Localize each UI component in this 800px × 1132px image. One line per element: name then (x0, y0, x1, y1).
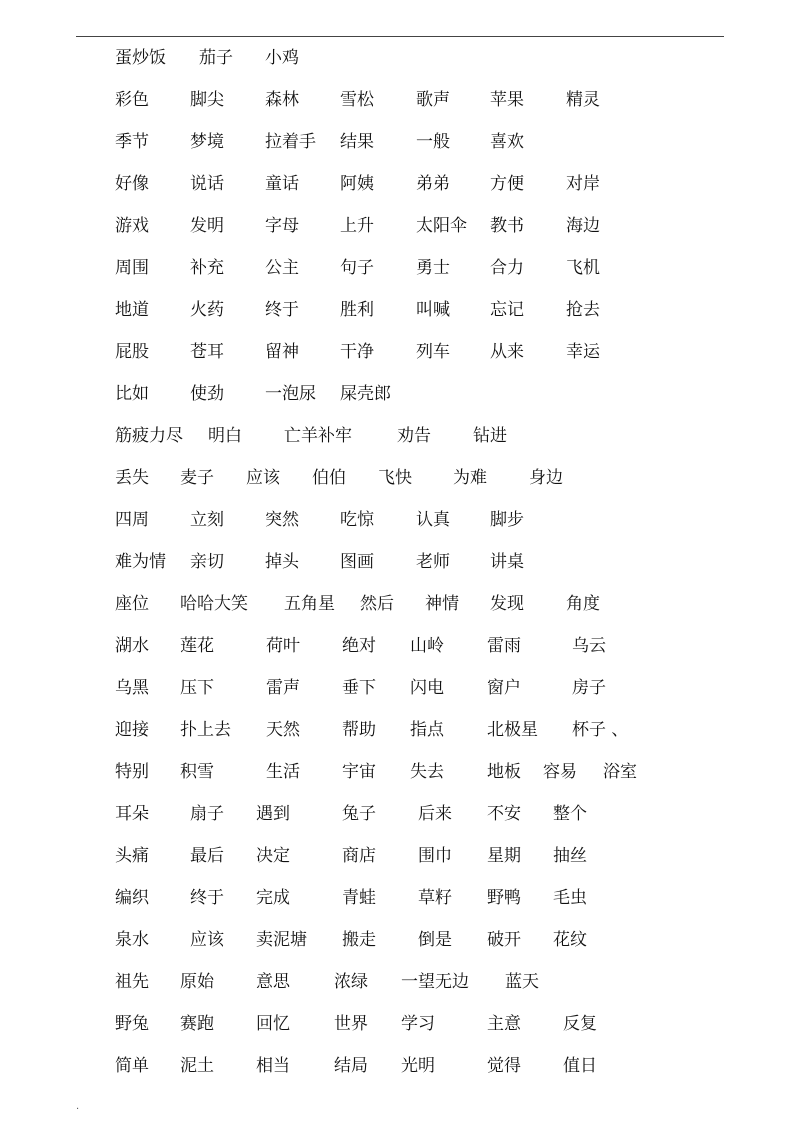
vocabulary-word: 太阳伞 (416, 216, 467, 236)
vocabulary-word: 蛋炒饭 (115, 48, 166, 68)
page-footer-mark: . (76, 1101, 80, 1112)
word-row (0, 970, 800, 994)
vocabulary-word: 彩色 (115, 90, 149, 110)
vocabulary-word: 扇子 (190, 804, 224, 824)
vocabulary-word: 座位 (115, 594, 149, 614)
vocabulary-word: 耳朵 (115, 804, 149, 824)
word-row (0, 214, 800, 238)
vocabulary-word: 字母 (265, 216, 299, 236)
vocabulary-word: 乌云 (572, 636, 606, 656)
vocabulary-word: 不安 (487, 804, 521, 824)
word-row (0, 634, 800, 658)
vocabulary-word: 阿姨 (340, 174, 374, 194)
word-row (0, 382, 800, 406)
vocabulary-word: 立刻 (190, 510, 224, 530)
vocabulary-word: 祖先 (115, 972, 149, 992)
vocabulary-word: 扑上去 (180, 720, 231, 740)
vocabulary-word: 梦境 (190, 132, 224, 152)
vocabulary-word: 绝对 (342, 636, 376, 656)
word-row (0, 340, 800, 364)
vocabulary-word: 蓝天 (505, 972, 539, 992)
vocabulary-word: 方便 (490, 174, 524, 194)
vocabulary-word: 觉得 (487, 1056, 521, 1076)
vocabulary-word: 神情 (425, 594, 459, 614)
vocabulary-word: 遇到 (256, 804, 290, 824)
vocabulary-word: 上升 (340, 216, 374, 236)
vocabulary-word: 亡羊补牢 (284, 426, 352, 446)
vocabulary-word: 决定 (256, 846, 290, 866)
word-row (0, 802, 800, 826)
vocabulary-word: 为难 (453, 468, 487, 488)
vocabulary-word: 世界 (334, 1014, 368, 1034)
vocabulary-word: 后来 (418, 804, 452, 824)
word-row (0, 718, 800, 742)
vocabulary-word: 搬走 (342, 930, 376, 950)
vocabulary-word: 山岭 (410, 636, 444, 656)
vocabulary-word: 闪电 (410, 678, 444, 698)
vocabulary-word: 筋疲力尽 (115, 426, 183, 446)
vocabulary-word: 野鸭 (487, 888, 521, 908)
vocabulary-word: 商店 (342, 846, 376, 866)
word-row (0, 886, 800, 910)
vocabulary-word: 哈哈大笑 (180, 594, 248, 614)
vocabulary-word: 森林 (265, 90, 299, 110)
vocabulary-word: 一般 (416, 132, 450, 152)
vocabulary-word: 天然 (266, 720, 300, 740)
word-row (0, 508, 800, 532)
vocabulary-word: 老师 (416, 552, 450, 572)
vocabulary-word: 房子 (572, 678, 606, 698)
vocabulary-word: 窗户 (487, 678, 521, 698)
vocabulary-word: 草籽 (418, 888, 452, 908)
word-row (0, 1012, 800, 1036)
vocabulary-word: 列车 (416, 342, 450, 362)
vocabulary-word: 原始 (180, 972, 214, 992)
vocabulary-word: 生活 (266, 762, 300, 782)
vocabulary-word: 青蛙 (342, 888, 376, 908)
word-row (0, 928, 800, 952)
vocabulary-word: 教书 (490, 216, 524, 236)
word-row (0, 88, 800, 112)
vocabulary-word: 迎接 (115, 720, 149, 740)
vocabulary-word: 反复 (563, 1014, 597, 1034)
vocabulary-word: 简单 (115, 1056, 149, 1076)
vocabulary-word: 地道 (115, 300, 149, 320)
word-row (0, 298, 800, 322)
vocabulary-word: 一望无边 (401, 972, 469, 992)
vocabulary-word: 浓绿 (334, 972, 368, 992)
vocabulary-word: 脚步 (490, 510, 524, 530)
vocabulary-word: 完成 (256, 888, 290, 908)
vocabulary-word: 整个 (553, 804, 587, 824)
vocabulary-word: 星期 (487, 846, 521, 866)
vocabulary-word: 掉头 (265, 552, 299, 572)
vocabulary-word: 飞快 (378, 468, 412, 488)
word-row (0, 424, 800, 448)
vocabulary-word: 野兔 (115, 1014, 149, 1034)
vocabulary-word: 使劲 (190, 384, 224, 404)
vocabulary-word: 麦子 (180, 468, 214, 488)
vocabulary-word: 明白 (208, 426, 242, 446)
vocabulary-word: 钻进 (473, 426, 507, 446)
vocabulary-word: 杯子 、 (572, 720, 629, 740)
vocabulary-word: 补充 (190, 258, 224, 278)
vocabulary-word: 破开 (487, 930, 521, 950)
word-row (0, 844, 800, 868)
vocabulary-word: 终于 (190, 888, 224, 908)
vocabulary-word: 莲花 (180, 636, 214, 656)
vocabulary-word: 垂下 (342, 678, 376, 698)
vocabulary-word: 留神 (265, 342, 299, 362)
vocabulary-word: 积雪 (180, 762, 214, 782)
vocabulary-word: 应该 (190, 930, 224, 950)
vocabulary-word: 光明 (401, 1056, 435, 1076)
vocabulary-word: 游戏 (115, 216, 149, 236)
vocabulary-word: 干净 (340, 342, 374, 362)
vocabulary-word: 歌声 (416, 90, 450, 110)
vocabulary-word: 意思 (256, 972, 290, 992)
vocabulary-word: 幸运 (566, 342, 600, 362)
vocabulary-word: 卖泥塘 (256, 930, 307, 950)
vocabulary-word: 精灵 (566, 90, 600, 110)
vocabulary-word: 倒是 (418, 930, 452, 950)
vocabulary-word: 从来 (490, 342, 524, 362)
vocabulary-word: 亲切 (190, 552, 224, 572)
vocabulary-word: 主意 (487, 1014, 521, 1034)
vocabulary-word: 终于 (265, 300, 299, 320)
vocabulary-word: 抢去 (566, 300, 600, 320)
vocabulary-word: 毛虫 (553, 888, 587, 908)
vocabulary-word: 荷叶 (266, 636, 300, 656)
vocabulary-word: 值日 (563, 1056, 597, 1076)
vocabulary-word: 合力 (490, 258, 524, 278)
vocabulary-word: 结局 (334, 1056, 368, 1076)
vocabulary-word: 喜欢 (490, 132, 524, 152)
vocabulary-word: 苍耳 (190, 342, 224, 362)
vocabulary-word: 压下 (180, 678, 214, 698)
vocabulary-word: 浴室 (603, 762, 637, 782)
vocabulary-word: 脚尖 (190, 90, 224, 110)
vocabulary-word: 弟弟 (416, 174, 450, 194)
vocabulary-word: 雷雨 (487, 636, 521, 656)
vocabulary-word: 叫喊 (416, 300, 450, 320)
vocabulary-word: 地板 (487, 762, 521, 782)
word-row (0, 1054, 800, 1078)
vocabulary-word: 比如 (115, 384, 149, 404)
vocabulary-word: 拉着手 (265, 132, 316, 152)
vocabulary-word: 突然 (265, 510, 299, 530)
word-row (0, 172, 800, 196)
vocabulary-word: 认真 (416, 510, 450, 530)
vocabulary-word: 发明 (190, 216, 224, 236)
vocabulary-word: 一泡尿 (265, 384, 316, 404)
vocabulary-word: 火药 (190, 300, 224, 320)
vocabulary-word: 应该 (246, 468, 280, 488)
vocabulary-word: 屎壳郎 (340, 384, 391, 404)
word-row (0, 592, 800, 616)
vocabulary-word: 说话 (190, 174, 224, 194)
vocabulary-word: 丢失 (115, 468, 149, 488)
vocabulary-word: 海边 (566, 216, 600, 236)
vocabulary-word: 指点 (410, 720, 444, 740)
vocabulary-word: 好像 (115, 174, 149, 194)
vocabulary-word: 五角星 (284, 594, 335, 614)
vocabulary-word: 雪松 (340, 90, 374, 110)
word-row (0, 130, 800, 154)
vocabulary-word: 四周 (115, 510, 149, 530)
vocabulary-word: 泥土 (180, 1056, 214, 1076)
word-row (0, 256, 800, 280)
vocabulary-word: 屁股 (115, 342, 149, 362)
vocabulary-word: 特别 (115, 762, 149, 782)
vocabulary-word: 伯伯 (312, 468, 346, 488)
vocabulary-word: 花纹 (553, 930, 587, 950)
vocabulary-word: 相当 (256, 1056, 290, 1076)
vocabulary-word: 吃惊 (340, 510, 374, 530)
vocabulary-word: 图画 (340, 552, 374, 572)
vocabulary-word: 湖水 (115, 636, 149, 656)
vocabulary-word: 头痛 (115, 846, 149, 866)
vocabulary-word: 编织 (115, 888, 149, 908)
vocabulary-word: 对岸 (566, 174, 600, 194)
word-row (0, 46, 800, 70)
vocabulary-word: 赛跑 (180, 1014, 214, 1034)
vocabulary-word: 兔子 (342, 804, 376, 824)
vocabulary-word: 勇士 (416, 258, 450, 278)
vocabulary-word: 公主 (265, 258, 299, 278)
vocabulary-word: 苹果 (490, 90, 524, 110)
word-row (0, 466, 800, 490)
vocabulary-word: 小鸡 (265, 48, 299, 68)
vocabulary-word: 句子 (340, 258, 374, 278)
vocabulary-word: 身边 (529, 468, 563, 488)
vocabulary-word: 学习 (401, 1014, 435, 1034)
vocabulary-word: 失去 (410, 762, 444, 782)
vocabulary-word: 茄子 (199, 48, 233, 68)
word-row (0, 676, 800, 700)
vocabulary-word: 乌黑 (115, 678, 149, 698)
vocabulary-word: 最后 (190, 846, 224, 866)
vocabulary-word: 回忆 (256, 1014, 290, 1034)
vocabulary-word: 忘记 (490, 300, 524, 320)
vocabulary-word: 季节 (115, 132, 149, 152)
vocabulary-word: 然后 (360, 594, 394, 614)
vocabulary-word: 胜利 (340, 300, 374, 320)
vocabulary-word: 讲桌 (490, 552, 524, 572)
vocabulary-word: 发现 (490, 594, 524, 614)
vocabulary-word: 宇宙 (342, 762, 376, 782)
word-row (0, 550, 800, 574)
vocabulary-word: 泉水 (115, 930, 149, 950)
vocabulary-word: 帮助 (342, 720, 376, 740)
vocabulary-word: 角度 (566, 594, 600, 614)
vocabulary-word: 童话 (265, 174, 299, 194)
word-row (0, 760, 800, 784)
vocabulary-word: 劝告 (397, 426, 431, 446)
vocabulary-word: 飞机 (566, 258, 600, 278)
vocabulary-word: 雷声 (266, 678, 300, 698)
vocabulary-word: 容易 (543, 762, 577, 782)
vocabulary-word: 抽丝 (553, 846, 587, 866)
vocabulary-word: 结果 (340, 132, 374, 152)
vocabulary-word: 围巾 (418, 846, 452, 866)
vocabulary-word: 北极星 (487, 720, 538, 740)
vocabulary-word: 难为情 (115, 552, 166, 572)
vocabulary-word: 周围 (115, 258, 149, 278)
